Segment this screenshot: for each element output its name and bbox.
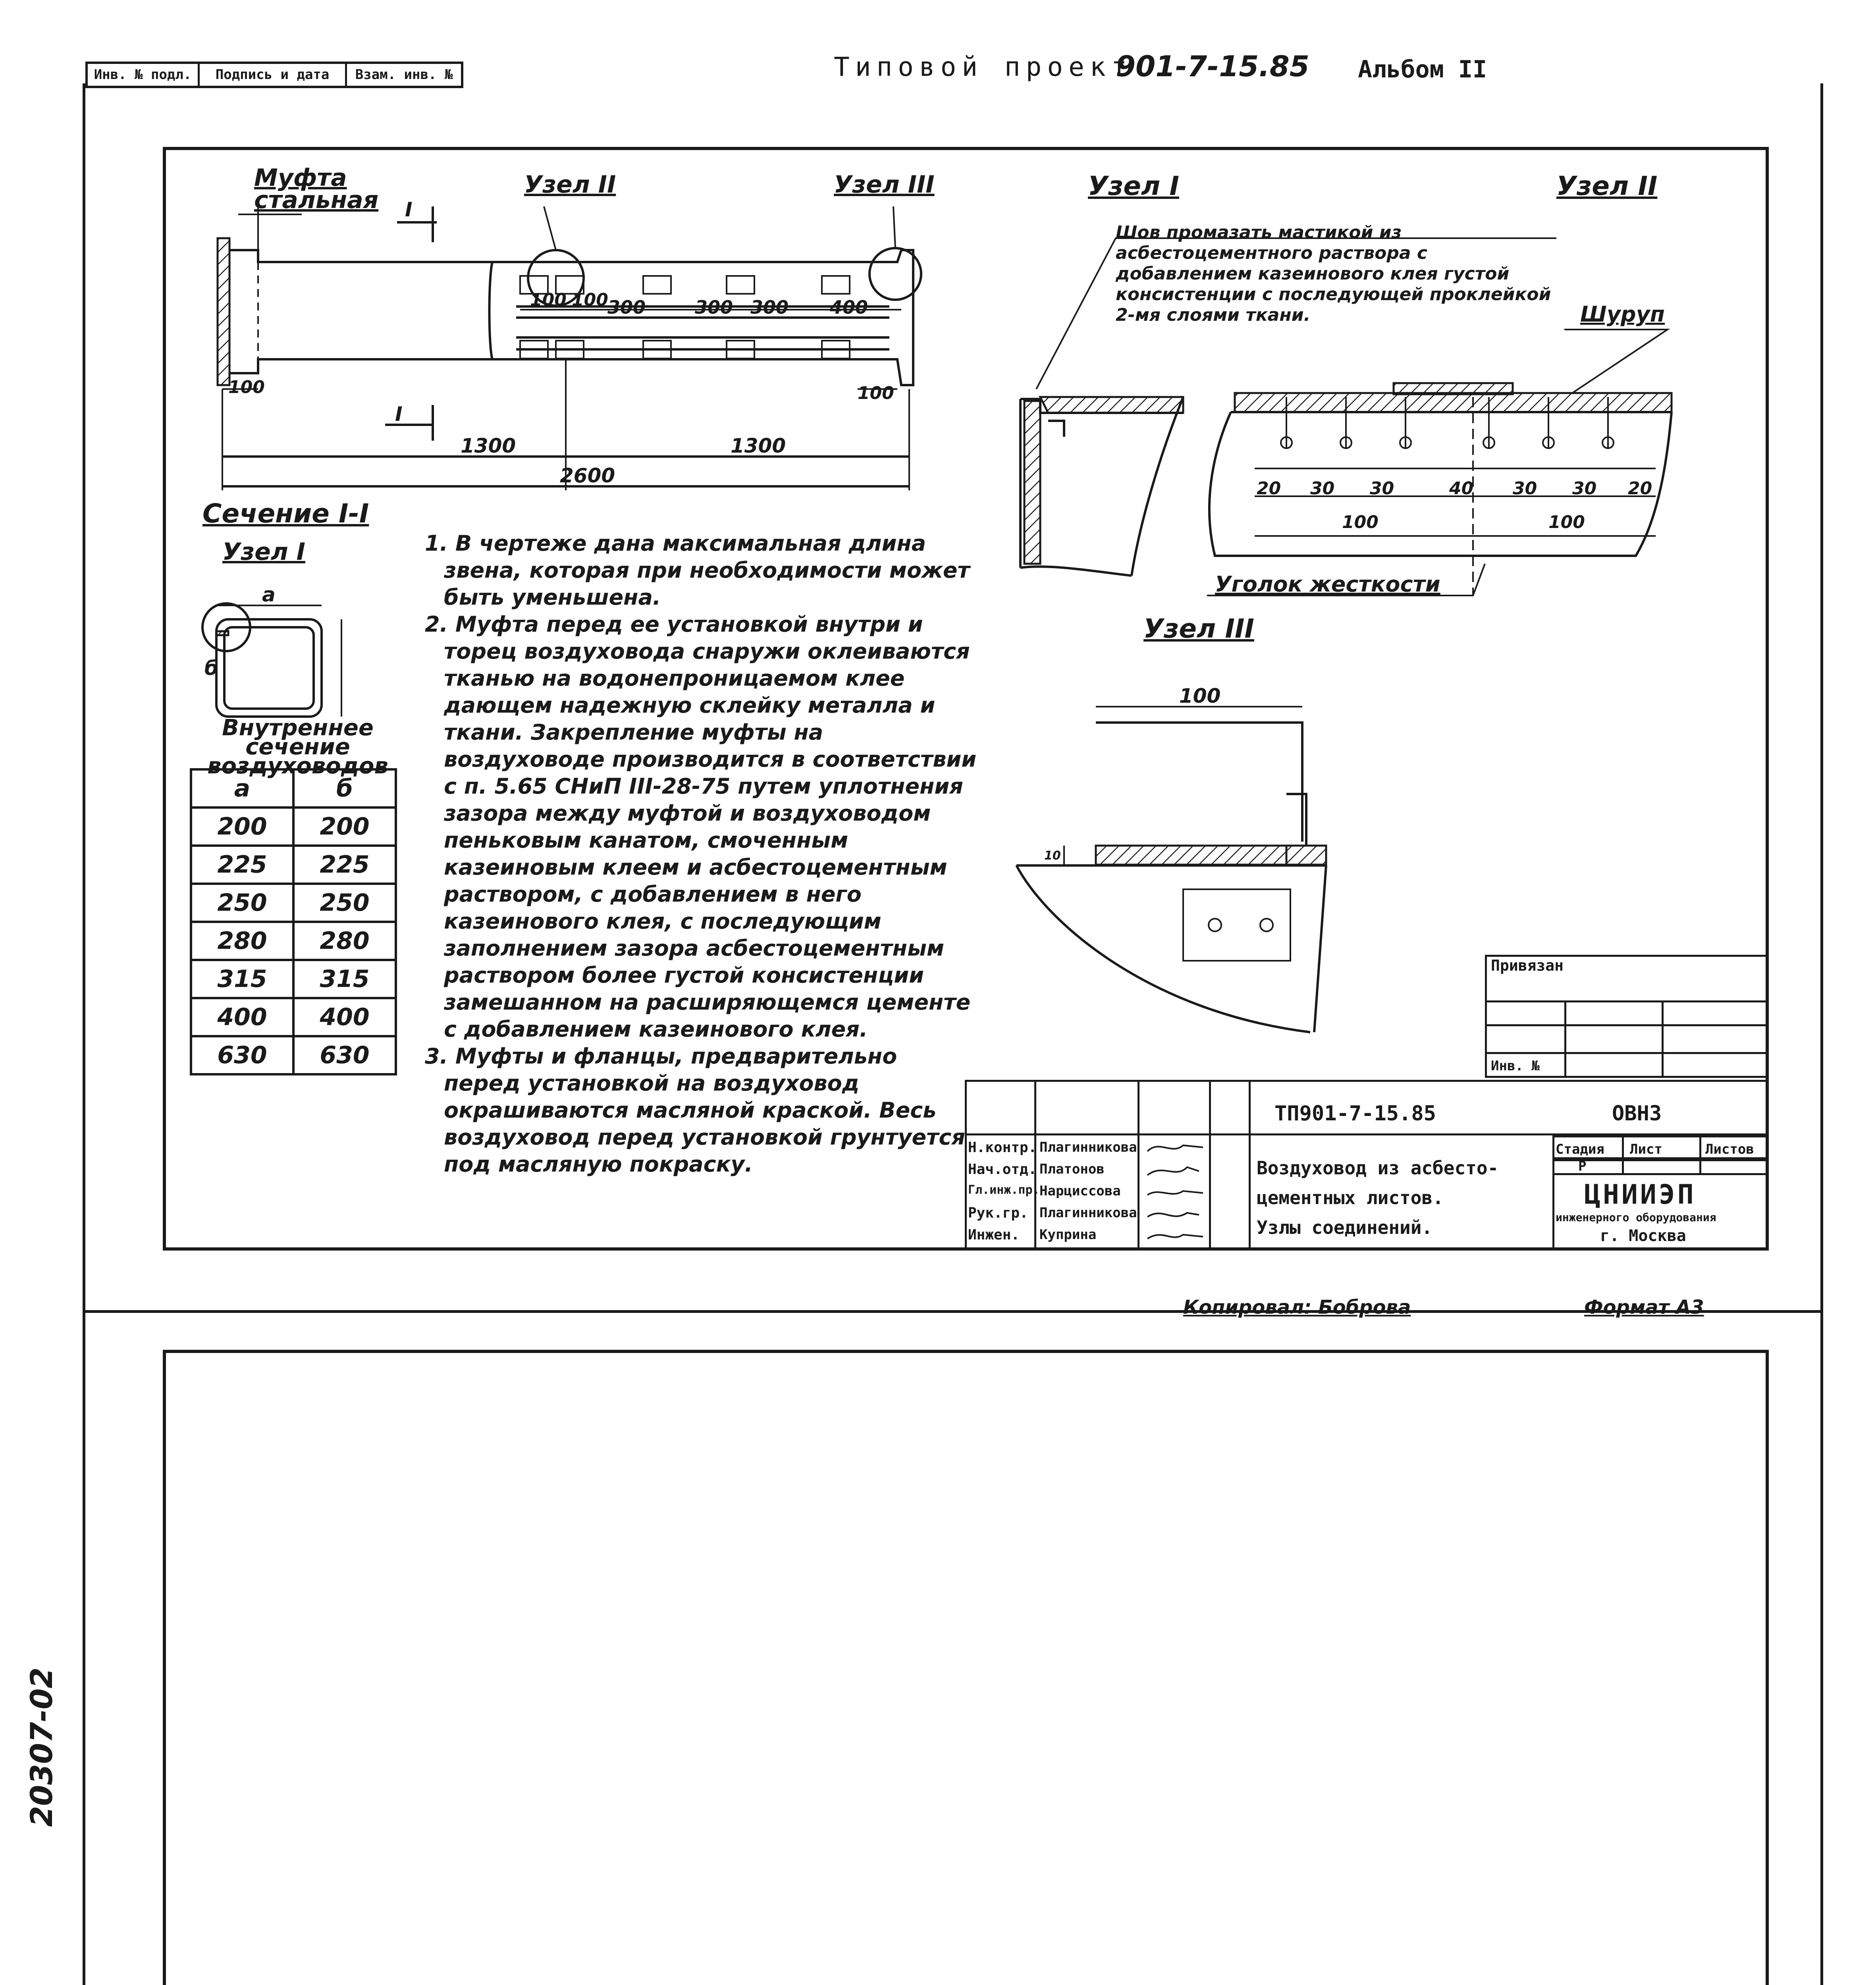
node2-dim-30d: 30: [1572, 478, 1597, 499]
sheet-label: Лист: [1630, 1141, 1662, 1157]
dim-node-100-a: 100: [530, 290, 567, 310]
stage-label: Стадия: [1556, 1141, 1604, 1157]
cell-b: 315: [293, 960, 396, 998]
copied-by: Копировал: Боброва: [1183, 1296, 1411, 1318]
section-node1-label: Узел I: [222, 538, 305, 566]
section-mark-bottom: I: [395, 403, 403, 426]
name-4: Плагинникова: [1039, 1205, 1137, 1221]
cell-b: 200: [293, 807, 396, 846]
cell-b: 280: [293, 922, 396, 960]
dim-1300-left: 1300: [461, 434, 516, 457]
table-row: [191, 884, 396, 922]
dim-1300-right: 1300: [731, 434, 786, 457]
angle-label: Уголок жесткости: [1215, 572, 1440, 597]
table-header-row: [191, 769, 396, 807]
doc-code: ТП901-7-15.85: [1274, 1102, 1436, 1125]
duct-elevation: [218, 198, 921, 490]
left-flange: [218, 238, 229, 385]
role-3: Гл.инж.пр.: [968, 1183, 1040, 1197]
node2-dim-30b: 30: [1370, 478, 1394, 499]
dim-300-c: 300: [750, 297, 789, 318]
format-label: Формат А3: [1584, 1296, 1704, 1318]
dim-300-b: 300: [695, 297, 733, 318]
dim-node-100-b: 100: [572, 290, 608, 310]
node3-label-main: Узел III: [834, 171, 935, 198]
node2-dim-20a: 20: [1257, 478, 1281, 499]
node3-title: Узел III: [1143, 613, 1254, 644]
org-sub: инженерного оборудования: [1556, 1211, 1716, 1224]
screw-label: Шуруп: [1580, 302, 1665, 327]
signatures: [1139, 1139, 1211, 1247]
margin-number: 20307-02: [24, 1667, 59, 1827]
title-line-1: Воздуховод из асбесто-: [1257, 1157, 1499, 1179]
role-1: Н.контр.: [968, 1139, 1037, 1156]
section-view: [202, 603, 341, 717]
role-4: Рук.гр.: [968, 1205, 1028, 1221]
node3-detail: [1016, 707, 1326, 1032]
cell-b: 250: [293, 884, 396, 922]
node3-dim-10: 10: [1044, 849, 1061, 863]
sheet-code: ОВН3: [1612, 1102, 1662, 1125]
stage-value: Р: [1578, 1158, 1587, 1174]
node2-dim-30c: 30: [1513, 478, 1537, 499]
dim-right-100: 100: [858, 383, 894, 403]
section-mark-top: I: [405, 198, 413, 221]
stamp-cell-inv: Инв. № подл.: [88, 64, 200, 86]
name-1: Плагинникова: [1039, 1139, 1137, 1155]
node2-title: Узел II: [1556, 171, 1658, 201]
org-name: ЦНИИЭП: [1584, 1179, 1696, 1210]
section-dim-b: б: [204, 657, 218, 680]
inner-table-title: Внутреннее сечение воздуховодов: [207, 715, 388, 779]
cell-a: 400: [191, 998, 293, 1036]
drawing-notes: [425, 530, 981, 1178]
section-title: Сечение I-I: [202, 498, 369, 529]
title-line-3: Узлы соединений.: [1257, 1217, 1433, 1238]
cell-b: 630: [293, 1036, 396, 1074]
node2-detail: [1207, 330, 1672, 596]
cell-b: 225: [293, 846, 396, 884]
org-city: г. Москва: [1600, 1227, 1686, 1245]
node2-dim-40: 40: [1449, 478, 1474, 499]
node1-note: Шов промазать мастикой из асбестоцементного раствора с добавлением казеинового клея густой консистенции с последующей проклейкой 2-мя слоями ткани.: [1116, 222, 1551, 325]
cell-a: 315: [191, 960, 293, 998]
project-number: 901-7-15.85: [1116, 50, 1309, 83]
table-header-b: б: [293, 769, 396, 807]
cell-a: 200: [191, 807, 293, 846]
album-label: Альбом II: [1358, 56, 1487, 83]
stamp-cell-signature: Подпись и дата: [200, 64, 347, 86]
bound-label: Привязан: [1491, 957, 1564, 974]
sheet-divider-line: [83, 1310, 1822, 1313]
role-2: Нач.отд.: [968, 1161, 1037, 1178]
table-row: [191, 960, 396, 998]
node2-dim-100b: 100: [1548, 512, 1585, 532]
section-dim-a: а: [262, 583, 276, 606]
table-header-a: а: [191, 769, 293, 807]
table-row: [191, 846, 396, 884]
stamp-cell-replace: Взам. инв. №: [355, 67, 453, 83]
project-label: Типовой проект: [834, 52, 1133, 82]
node3-dim-100: 100: [1179, 684, 1221, 707]
node2-label-main: Узел II: [524, 171, 616, 198]
name-5: Куприна: [1039, 1227, 1097, 1243]
cell-a: 225: [191, 846, 293, 884]
lower-sheet-frame: [163, 1350, 1769, 1985]
node2-dim-100a: 100: [1342, 512, 1379, 532]
table-row: [191, 998, 396, 1036]
node2-dim-20b: 20: [1628, 478, 1652, 499]
dim-left-100: 100: [228, 377, 265, 397]
sheets-label: Листов: [1705, 1141, 1754, 1157]
name-3: Нарциссова: [1039, 1183, 1121, 1199]
note-2: 2. Муфта перед ее установкой внутри и торец воздуховода снаружи оклеиваются тканью на водонепроницаемом клее дающем надежную склейку металла и ткани. Закрепление муфты на воздуховоде производится в соответствии с п. 5.65 СНиП III-28-75 путем уплотнения зазора между муфтой и воздуховодом пеньковым канатом, смоченным казеиновым клеем и асбестоцементным раствором, с добавлением в него казеинового клея, с последующим заполнением зазора асбестоцементным раствором более густой консистенции замешанном на расширяющемся цементе с добавлением казеинового клея.: [425, 612, 977, 1042]
cell-a: 280: [191, 922, 293, 960]
title-line-2: цементных листов.: [1257, 1187, 1444, 1208]
name-2: Платонов: [1039, 1161, 1105, 1177]
note-3: 3. Муфты и фланцы, предварительно перед установкой на воздуховод окрашиваются масляной краской. Весь воздуховод перед установкой грунтуется под масляную покраску.: [425, 1044, 966, 1177]
cell-b: 400: [293, 998, 396, 1036]
node2-dim-30a: 30: [1310, 478, 1335, 499]
table-row: [191, 807, 396, 846]
node1-title: Узел I: [1088, 171, 1179, 201]
muft-label: Муфта стальная: [254, 164, 379, 214]
cell-a: 250: [191, 884, 293, 922]
inner-section-table: [190, 768, 397, 1075]
dim-total-2600: 2600: [560, 464, 615, 487]
note-1: 1. В чертеже дана максимальная длина звена, которая при необходимости может быть уменьшена.: [425, 531, 970, 610]
inv-label: Инв. №: [1491, 1058, 1540, 1074]
table-row: [191, 922, 396, 960]
table-row: [191, 1036, 396, 1074]
role-5: Инжен.: [968, 1227, 1020, 1243]
cell-a: 630: [191, 1036, 293, 1074]
dim-400: 400: [830, 297, 868, 318]
dim-300-a: 300: [607, 297, 646, 318]
